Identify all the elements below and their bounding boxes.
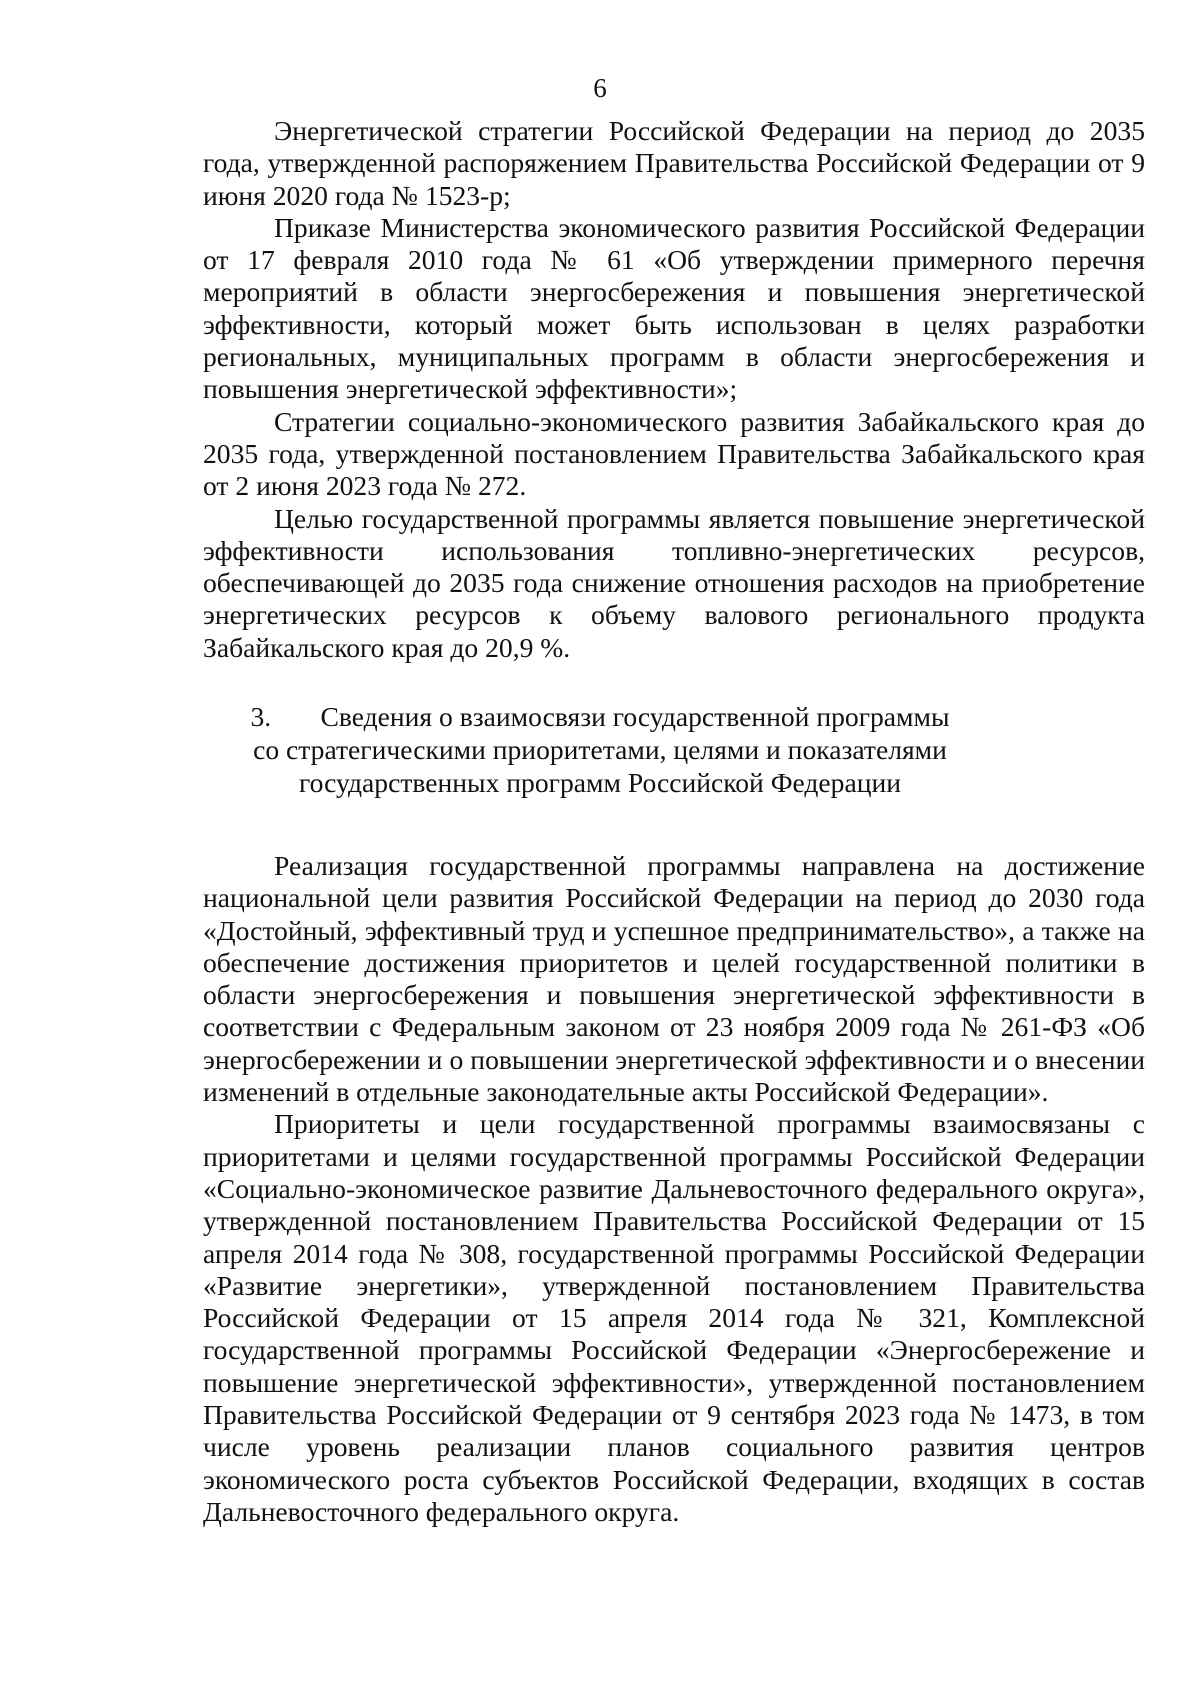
paragraph: Приоритеты и цели государственной программы взаимосвязаны с приоритетами и целями государственной программы Российской Федерации «Социально-экономическое развитие Дальневосточного федерального округа», утвержденной постановлением Правительства Российской Федерации от 15 апреля 2014 года № 308, государственной программы Российской Федерации «Развитие энергетики», утвержденной постановлением Правительства Российской Федерации от 15 апреля 2014 года № 321, Комплексной государственной программы Российской Федерации «Энергосбережение и повышение энергетической эффективности», утвержденной постановлением Правительства Российской Федерации от 9 сентября 2023 года № 1473, в том числе уровень реализации планов социального развития центров экономического роста субъектов Российской Федерации, входящих в состав Дальневосточного федерального округа. [203,1108,1145,1527]
page-number: 6 [593,73,607,103]
text-block-before-section [203,115,1145,664]
paragraph: Реализация государственной программы направлена на достижение национальной цели развития Российской Федерации на период до 2030 года «Достойный, эффективный труд и успешное предпринимательство», а также на обеспечение достижения приоритетов и целей государственной политики в области энергосбережения и повышения энергетической эффективности в соответствии с Федеральным законом от 23 ноября 2009 года № 261-ФЗ «Об энергосбережении и о повышении энергетической эффективности и о внесении изменений в отдельные законодательные акты Российской Федерации». [203,850,1145,1108]
section-title-line-3: государственных программ Российской Федерации [298,767,902,798]
paragraph: Энергетической стратегии Российской Федерации на период до 2035 года, утвержденной распоряжением Правительства Российской Федерации от 9 июня 2020 года № 1523-р; [203,115,1145,211]
section-heading-line-1 [0,700,1200,733]
paragraph: Приказе Министерства экономического развития Российской Федерации от 17 февраля 2010 года № 61 «Об утверждении примерного перечня мероприятий в области энергосбережения и повышения энергетической эффективности, который может быть использован в целях разработки региональных, муниципальных программ в области энергосбережения и повышения энергетической эффективности»; [203,211,1145,405]
paragraph: Целью государственной программы является повышение энергетической эффективности использования топливно-энергетических ресурсов, обеспечивающей до 2035 года снижение отношения расходов на приобретение энергетических ресурсов к объему валового регионального продукта Забайкальского края до 20,9 %. [203,502,1145,663]
section-number: 3. [250,701,272,732]
section-title-line-2: со стратегическими приоритетами, целями и показателями [253,734,947,765]
paragraph: Стратегии социально-экономического развития Забайкальского края до 2035 года, утвержденной постановлением Правительства Забайкальского края от 2 июня 2023 года № 272. [203,405,1145,502]
section-heading [0,700,1200,799]
section-title-line-1: Сведения о взаимосвязи государственной программы [320,701,950,732]
text-block-after-section [203,850,1145,1528]
